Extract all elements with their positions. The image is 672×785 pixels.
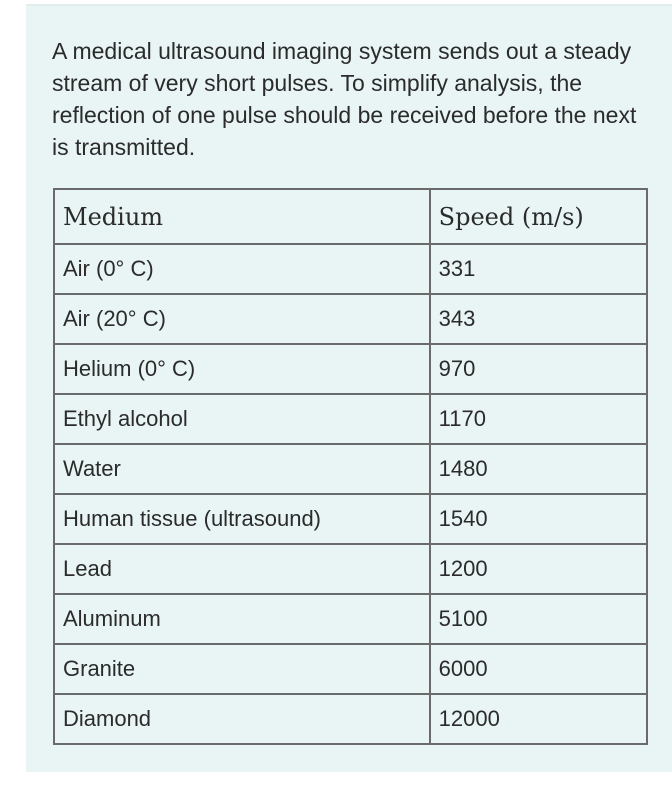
medium-cell: Aluminum [54, 594, 430, 644]
speed-cell: 1170 [430, 394, 647, 444]
medium-cell: Air (20° C) [54, 294, 430, 344]
speed-of-sound-table [53, 188, 648, 745]
medium-cell: Granite [54, 644, 430, 694]
medium-cell: Air (0° C) [54, 244, 430, 294]
header-medium: Medium [54, 189, 430, 244]
speed-cell: 1540 [430, 494, 647, 544]
problem-statement: A medical ultrasound imaging system sends out a steady stream of very short pulses. To simplify analysis, the reflection of one pulse should be received before the next is transmitted. [52, 38, 637, 160]
medium-cell: Human tissue (ultrasound) [54, 494, 430, 544]
speed-cell: 1200 [430, 544, 647, 594]
table-row [54, 344, 647, 394]
table-row [54, 394, 647, 444]
table-row [54, 494, 647, 544]
medium-cell: Water [54, 444, 430, 494]
table-row [54, 644, 647, 694]
table-row [54, 544, 647, 594]
speed-cell: 1480 [430, 444, 647, 494]
medium-cell: Ethyl alcohol [54, 394, 430, 444]
table-row [54, 294, 647, 344]
table-header-row [54, 189, 647, 244]
header-speed: Speed (m/s) [430, 189, 647, 244]
table-row [54, 594, 647, 644]
speed-cell: 12000 [430, 694, 647, 744]
speed-cell: 5100 [430, 594, 647, 644]
problem-card [26, 4, 672, 772]
medium-cell: Helium (0° C) [54, 344, 430, 394]
table-row [54, 694, 647, 744]
speed-cell: 970 [430, 344, 647, 394]
medium-cell: Lead [54, 544, 430, 594]
speed-cell: 343 [430, 294, 647, 344]
speed-cell: 331 [430, 244, 647, 294]
table-row [54, 444, 647, 494]
table-row [54, 244, 647, 294]
speed-cell: 6000 [430, 644, 647, 694]
medium-cell: Diamond [54, 694, 430, 744]
